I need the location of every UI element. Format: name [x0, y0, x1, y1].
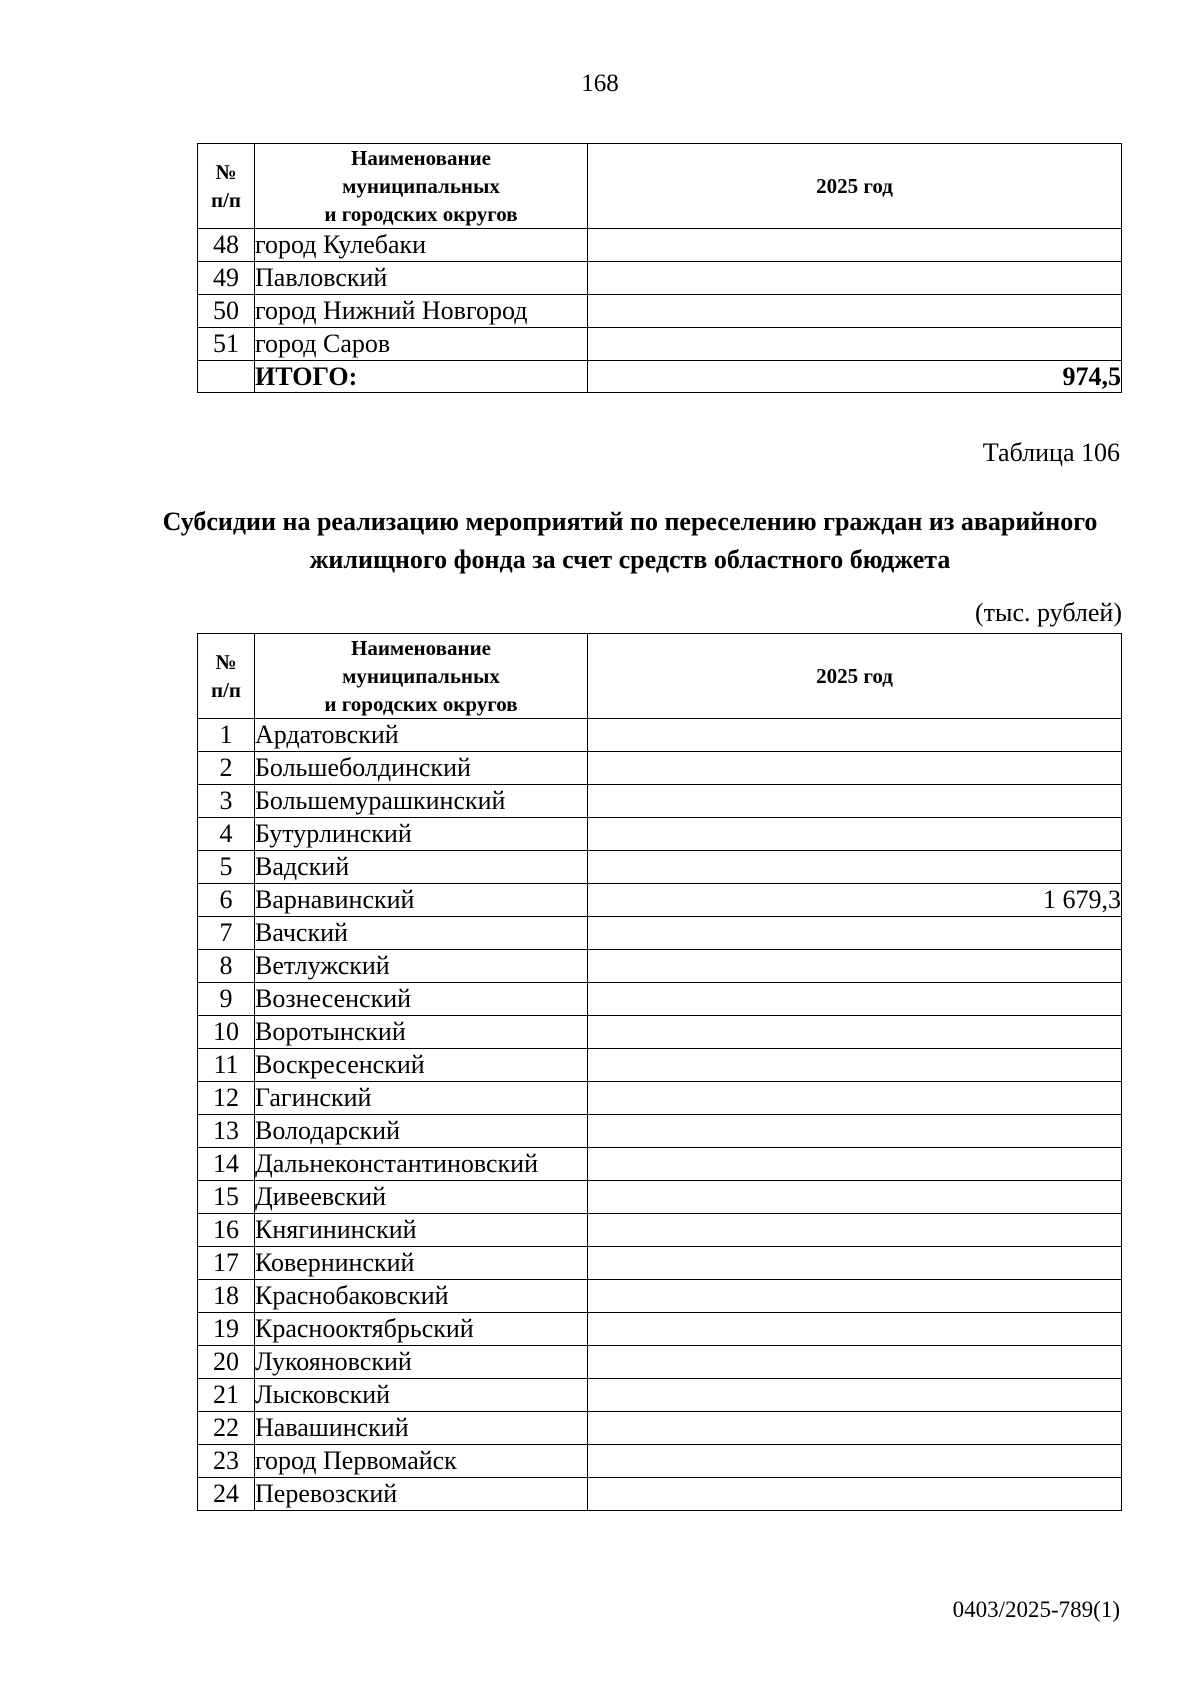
- table-row: [198, 229, 1122, 262]
- row-number: 7: [198, 917, 255, 950]
- row-name: Дальнеконстантиновский: [255, 1148, 588, 1181]
- row-number: 6: [198, 884, 255, 917]
- row-value: [588, 917, 1122, 950]
- row-value: [588, 1049, 1122, 1082]
- table-row: [198, 295, 1122, 328]
- row-name: Ветлужский: [255, 950, 588, 983]
- row-value: [588, 1346, 1122, 1379]
- row-value: [588, 262, 1122, 295]
- row-name: Краснооктябрьский: [255, 1313, 588, 1346]
- row-value: [588, 1115, 1122, 1148]
- row-number: 20: [198, 1346, 255, 1379]
- row-name: Большеболдинский: [255, 752, 588, 785]
- table-row: [198, 1379, 1122, 1412]
- row-number: 23: [198, 1445, 255, 1478]
- row-name: Павловский: [255, 262, 588, 295]
- row-name: Бутурлинский: [255, 818, 588, 851]
- table-row: [198, 1445, 1122, 1478]
- row-name: Лысковский: [255, 1379, 588, 1412]
- table-row: [198, 328, 1122, 361]
- row-value: [588, 1445, 1122, 1478]
- table-continued-body: [198, 229, 1122, 361]
- row-number: 9: [198, 983, 255, 1016]
- row-name: город Саров: [255, 328, 588, 361]
- row-number: 11: [198, 1049, 255, 1082]
- row-value: [588, 1247, 1122, 1280]
- table-main: [197, 633, 1122, 1511]
- row-value: [588, 1148, 1122, 1181]
- row-value: [588, 229, 1122, 262]
- row-value: [588, 1082, 1122, 1115]
- table-row: [198, 1115, 1122, 1148]
- table-row: [198, 950, 1122, 983]
- table-row: [198, 1247, 1122, 1280]
- row-value: [588, 950, 1122, 983]
- row-name: Воскресенский: [255, 1049, 588, 1082]
- row-name: Вадский: [255, 851, 588, 884]
- row-value: [588, 1478, 1122, 1511]
- table-row: [198, 262, 1122, 295]
- row-name: Княгининский: [255, 1214, 588, 1247]
- table-row: [198, 1016, 1122, 1049]
- row-value: [588, 719, 1122, 752]
- row-value: [588, 1214, 1122, 1247]
- header-name: Наименование муниципальных и городских округов: [255, 634, 588, 719]
- row-name: Большемурашкинский: [255, 785, 588, 818]
- table-row: [198, 884, 1122, 917]
- table-row: [198, 719, 1122, 752]
- row-name: Володарский: [255, 1115, 588, 1148]
- total-no-cell: [198, 361, 255, 393]
- table-title: Субсидии на реализацию мероприятий по переселению граждан из аварийного жилищного фонда за счет средств областного бюджета: [162, 507, 1098, 574]
- row-number: 18: [198, 1280, 255, 1313]
- row-number: 49: [198, 262, 255, 295]
- row-value: [588, 1412, 1122, 1445]
- table-row: [198, 1082, 1122, 1115]
- row-name: Гагинский: [255, 1082, 588, 1115]
- row-number: 8: [198, 950, 255, 983]
- table-row: [198, 1280, 1122, 1313]
- row-name: Перевозский: [255, 1478, 588, 1511]
- row-name: Варнавинский: [255, 884, 588, 917]
- row-name: Навашинский: [255, 1412, 588, 1445]
- row-number: 17: [198, 1247, 255, 1280]
- row-value: [588, 328, 1122, 361]
- row-number: 14: [198, 1148, 255, 1181]
- row-name: Дивеевский: [255, 1181, 588, 1214]
- table-row: [198, 1412, 1122, 1445]
- row-number: 22: [198, 1412, 255, 1445]
- row-number: 21: [198, 1379, 255, 1412]
- row-value: [588, 1016, 1122, 1049]
- table-row: [198, 785, 1122, 818]
- row-number: 48: [198, 229, 255, 262]
- table-row: [198, 851, 1122, 884]
- row-name: Вачский: [255, 917, 588, 950]
- row-value: 1 679,3: [588, 884, 1122, 917]
- row-value: [588, 1313, 1122, 1346]
- row-number: 5: [198, 851, 255, 884]
- row-name: город Кулебаки: [255, 229, 588, 262]
- row-number: 16: [198, 1214, 255, 1247]
- header-name: Наименование муниципальных и городских округов: [255, 144, 588, 229]
- header-no: № п/п: [198, 144, 255, 229]
- header-year: 2025 год: [588, 634, 1122, 719]
- row-name: Ардатовский: [255, 719, 588, 752]
- row-number: 10: [198, 1016, 255, 1049]
- total-value: 974,5: [588, 361, 1122, 393]
- row-value: [588, 1280, 1122, 1313]
- row-value: [588, 1379, 1122, 1412]
- row-value: [588, 1181, 1122, 1214]
- row-name: Вознесенский: [255, 983, 588, 1016]
- table-row: [198, 1313, 1122, 1346]
- table-row: [198, 752, 1122, 785]
- row-name: Ковернинский: [255, 1247, 588, 1280]
- table-row: [198, 917, 1122, 950]
- row-value: [588, 295, 1122, 328]
- table-row: [198, 1214, 1122, 1247]
- header-no: № п/п: [198, 634, 255, 719]
- row-value: [588, 818, 1122, 851]
- document-code: 0403/2025-789(1): [952, 1597, 1120, 1622]
- row-value: [588, 752, 1122, 785]
- row-number: 51: [198, 328, 255, 361]
- row-number: 19: [198, 1313, 255, 1346]
- table-row: [198, 818, 1122, 851]
- row-number: 24: [198, 1478, 255, 1511]
- row-number: 13: [198, 1115, 255, 1148]
- table-continued: [197, 143, 1122, 393]
- row-number: 12: [198, 1082, 255, 1115]
- row-number: 2: [198, 752, 255, 785]
- header-year: 2025 год: [588, 144, 1122, 229]
- row-name: Лукояновский: [255, 1346, 588, 1379]
- total-label: ИТОГО:: [255, 361, 588, 393]
- row-value: [588, 851, 1122, 884]
- table-row: [198, 1181, 1122, 1214]
- table-number: Таблица 106: [982, 438, 1120, 467]
- row-value: [588, 983, 1122, 1016]
- row-number: 1: [198, 719, 255, 752]
- table-row: [198, 1049, 1122, 1082]
- table-row: [198, 983, 1122, 1016]
- row-number: 15: [198, 1181, 255, 1214]
- row-number: 4: [198, 818, 255, 851]
- table-row: [198, 1148, 1122, 1181]
- table-row: [198, 1346, 1122, 1379]
- row-name: Краснобаковский: [255, 1280, 588, 1313]
- row-number: 50: [198, 295, 255, 328]
- units-label: (тыс. рублей): [974, 598, 1122, 627]
- row-name: город Нижний Новгород: [255, 295, 588, 328]
- row-value: [588, 785, 1122, 818]
- row-name: город Первомайск: [255, 1445, 588, 1478]
- row-name: Воротынский: [255, 1016, 588, 1049]
- table-row: [198, 1478, 1122, 1511]
- page-number: 168: [581, 70, 619, 97]
- row-number: 3: [198, 785, 255, 818]
- table-main-body: [198, 719, 1122, 1511]
